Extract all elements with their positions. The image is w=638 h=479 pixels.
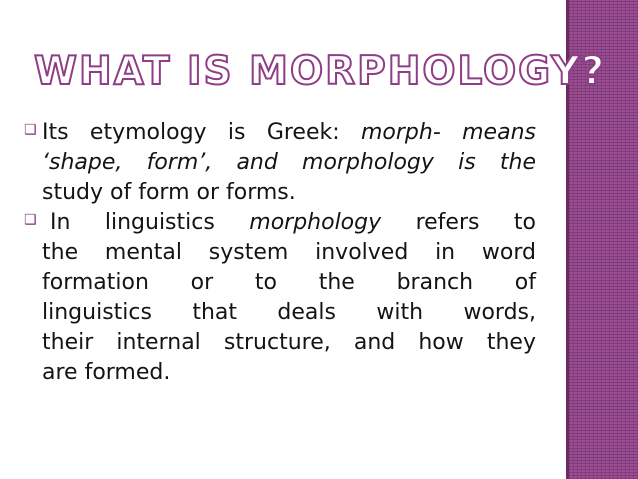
bullet-item-linguistics — [26, 208, 536, 388]
bullet-line: the mental system involved in word — [42, 240, 536, 265]
checkbox-bullet-icon: ❑ — [24, 212, 37, 228]
bullet-item-etymology — [26, 118, 536, 208]
checkbox-bullet-icon: ❑ — [24, 122, 37, 138]
bullet-line: In linguistics morphology refers to — [50, 210, 536, 235]
bullet-line: study of form or forms. — [42, 180, 296, 205]
bullet-line: formation or to the branch of — [42, 270, 536, 295]
bullet-line: Its etymology is Greek: morph- means — [42, 120, 536, 145]
bullet-line: are formed. — [42, 360, 171, 385]
bullet-line: linguistics that deals with words, — [42, 300, 536, 325]
bullet-line: their internal structure, and how they — [42, 330, 536, 355]
bullet-list — [26, 118, 536, 388]
slide-title: WHAT IS MORPHOLOGY? — [34, 49, 607, 94]
bullet-line: ‘shape, form’, and morphology is the — [42, 150, 536, 175]
